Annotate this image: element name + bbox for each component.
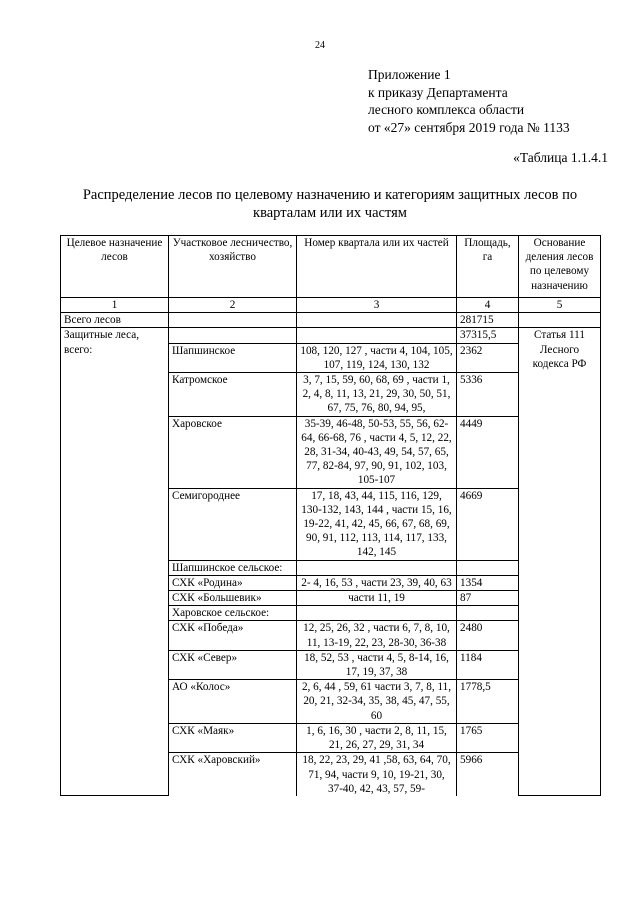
forestry-name: СХК «Большевик» xyxy=(169,591,297,606)
col-number: 4 xyxy=(457,298,519,313)
quarter-numbers: 2, 6, 44 , 59, 61 части 3, 7, 8, 11, 20, 21, 32-34, 35, 38, 45, 47, 55, 60 xyxy=(297,680,457,724)
title-line: кварталам или их частям xyxy=(253,205,407,221)
quarter-numbers: 2- 4, 16, 53 , части 23, 39, 40, 63 xyxy=(297,575,457,590)
forestry-name: Харовское сельское: xyxy=(169,606,297,621)
total-label: Всего лесов xyxy=(61,313,169,328)
forestry-name: СХК «Харовский» xyxy=(169,753,297,796)
area-value: 1778,5 xyxy=(457,680,519,724)
forestry-name: Шапшинское сельское: xyxy=(169,560,297,575)
appendix-line: к приказу Департамента xyxy=(368,84,508,100)
table-reference: «Таблица 1.1.4.1 xyxy=(513,150,608,165)
header-forestry: Участковое лесничество, хозяйство xyxy=(169,236,297,298)
column-number-row xyxy=(61,298,601,313)
forestry-name: СХК «Победа» xyxy=(169,621,297,650)
header-quarters: Номер квартала или их частей xyxy=(297,236,457,298)
quarter-numbers: 108, 120, 127 , части 4, 104, 105, 107, 119, 124, 130, 132 xyxy=(297,343,457,372)
protective-total-row xyxy=(61,328,601,343)
empty-cell xyxy=(519,313,601,328)
quarter-numbers: 3, 7, 15, 59, 60, 68, 69 , части 1, 2, 4, 8, 11, 13, 21, 29, 30, 50, 51, 67, 75, 76, 80, 94, 95, xyxy=(297,373,457,417)
total-row xyxy=(61,313,601,328)
appendix-line: лесного комплекса области xyxy=(368,102,525,117)
empty-cell xyxy=(297,328,457,343)
area-value: 5336 xyxy=(457,373,519,417)
forestry-name: СХК «Север» xyxy=(169,650,297,679)
area-value: 1184 xyxy=(457,650,519,679)
quarter-numbers: 1, 6, 16, 30 , части 2, 8, 11, 15, 21, 26, 27, 29, 31, 34 xyxy=(297,723,457,752)
table-header-row xyxy=(61,236,601,298)
quarter-numbers: части 11, 19 xyxy=(297,591,457,606)
appendix-line: от «27» сентября 2019 года № 1133 xyxy=(368,119,570,135)
area-value: 1765 xyxy=(457,723,519,752)
forestry-name: Катромское xyxy=(169,373,297,417)
document-title xyxy=(60,186,600,222)
area-value: 2480 xyxy=(457,621,519,650)
protective-label: Защитные леса, всего: xyxy=(61,328,169,796)
area-value xyxy=(457,606,519,621)
area-value: 87 xyxy=(457,591,519,606)
quarter-numbers xyxy=(297,606,457,621)
page-number: 24 xyxy=(315,40,325,51)
col-number: 1 xyxy=(61,298,169,313)
title-line: Распределение лесов по целевому назначению и категориям защитных лесов по xyxy=(82,187,578,203)
appendix-line: Приложение 1 xyxy=(368,67,451,82)
protective-area: 37315,5 xyxy=(457,328,519,343)
forestry-name: Семигороднее xyxy=(169,488,297,560)
total-area: 281715 xyxy=(457,313,519,328)
header-area: Площадь, га xyxy=(457,236,519,298)
area-value: 1354 xyxy=(457,575,519,590)
forestry-name: АО «Колос» xyxy=(169,680,297,724)
area-value: 5966 xyxy=(457,753,519,796)
legal-basis: Статья 111 Лесного кодекса РФ xyxy=(519,328,601,796)
forestry-name: СХК «Родина» xyxy=(169,575,297,590)
col-number: 3 xyxy=(297,298,457,313)
area-value: 2362 xyxy=(457,343,519,372)
header-basis: Основание деления лесов по целевому назначению xyxy=(519,236,601,298)
quarter-numbers: 18, 52, 53 , части 4, 5, 8-14, 16, 17, 19, 37, 38 xyxy=(297,650,457,679)
header-purpose: Целевое назначение лесов xyxy=(61,236,169,298)
empty-cell xyxy=(169,328,297,343)
quarter-numbers: 35-39, 46-48, 50-53, 55, 56, 62-64, 66-68, 76 , части 4, 5, 12, 22, 28, 31-34, 40-43, 49, 54, 57, 65, 77, 82-84, 97, 90, 91, 102, 103, 105-107 xyxy=(297,416,457,488)
forestry-name: Шапшинское xyxy=(169,343,297,372)
empty-cell xyxy=(169,313,297,328)
col-number: 5 xyxy=(519,298,601,313)
col-number: 2 xyxy=(169,298,297,313)
forest-distribution-table xyxy=(60,235,601,796)
quarter-numbers xyxy=(297,560,457,575)
area-value: 4669 xyxy=(457,488,519,560)
quarter-numbers: 18, 22, 23, 29, 41 ,58, 63, 64, 70, 71, 94, части 9, 10, 19-21, 30, 37-40, 42, 43, 57, 59- xyxy=(297,753,457,796)
forestry-name: Харовское xyxy=(169,416,297,488)
quarter-numbers: 17, 18, 43, 44, 115, 116, 129, 130-132, 143, 144 , части 15, 16, 19-22, 41, 42, 45, 66, 67, 68, 69, 90, 91, 112, 113, 114, 117, 133, 142, 145 xyxy=(297,488,457,560)
appendix-block xyxy=(368,66,570,136)
forestry-name: СХК «Маяк» xyxy=(169,723,297,752)
area-value xyxy=(457,560,519,575)
empty-cell xyxy=(297,313,457,328)
area-value: 4449 xyxy=(457,416,519,488)
quarter-numbers: 12, 25, 26, 32 , части 6, 7, 8, 10, 11, 13-19, 22, 23, 28-30, 36-38 xyxy=(297,621,457,650)
